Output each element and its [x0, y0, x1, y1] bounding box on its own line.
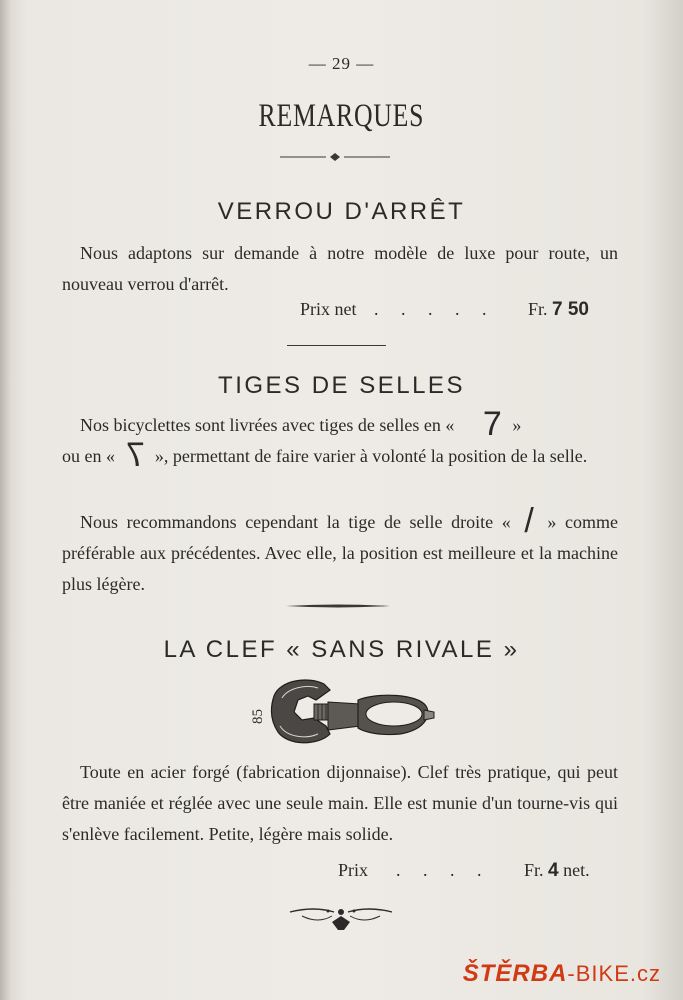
- paragraph-verrou: Nous adaptons sur demande à notre modèle de luxe pour route, un nouveau verrou d'arrêt.: [62, 243, 618, 294]
- small-ornament-divider: [280, 150, 390, 164]
- page-number: — 29 —: [308, 54, 375, 73]
- paragraph-tiges-2: [62, 502, 619, 600]
- tiges-text-1: Nos bicyclettes sont livrées avec tiges de selles en «: [80, 415, 455, 435]
- price-currency: Fr.: [528, 299, 548, 319]
- tiges-text-3: ou en «: [62, 446, 115, 466]
- price-label: Prix net: [300, 299, 357, 319]
- page-spine-shadow: [0, 0, 10, 1000]
- section-divider: [287, 345, 386, 346]
- price-label: Prix: [338, 860, 369, 880]
- watermark-suffix: -BIKE.cz: [567, 961, 661, 986]
- price-value: 7 50: [552, 299, 589, 320]
- section-heading-tiges: TIGES DE SELLES: [218, 372, 465, 399]
- page-title: REMARQUES: [258, 98, 425, 134]
- price-value: 4: [548, 860, 559, 881]
- tiges-text-6: » comme préférable aux précédentes. Avec elle, la position est meilleure et la machine plus légère.: [62, 512, 619, 594]
- section-heading-clef: LA CLEF « SANS RIVALE »: [163, 636, 520, 663]
- price-suffix: net.: [563, 860, 590, 880]
- section-divider-tapered: [286, 603, 390, 609]
- wrench-illustration-icon: [268, 674, 436, 752]
- price-dots: . . . .: [396, 860, 491, 880]
- seat-post-seven-symbol: 7: [482, 405, 502, 443]
- price-dots: . . . . .: [374, 299, 496, 319]
- tiges-text-2: »: [512, 415, 522, 435]
- paragraph-clef: Toute en acier forgé (fabrication dijonnaise). Clef très pratique, qui peut être maniée et réglée avec une seule main. Elle est munie d'un tourne-vis qui s'enlève facilement. Petite, légère mais solide.: [62, 762, 618, 844]
- price-row-verrou: [62, 299, 618, 329]
- seat-post-reverse-seven-symbol: 7: [125, 436, 145, 474]
- seat-post-straight-symbol: /: [524, 502, 534, 540]
- figure-number: 85: [250, 709, 266, 724]
- tiges-text-5: Nous recommandons cependant la tige de selle droite «: [80, 512, 511, 532]
- tiges-text-4-line: [155, 446, 587, 466]
- price-amount: [528, 299, 589, 321]
- price-row-clef: [62, 860, 618, 890]
- fleuron-ornament-icon: [288, 904, 394, 932]
- paragraph-tiges-1: [62, 405, 618, 474]
- price-currency: Fr.: [524, 860, 544, 880]
- site-watermark: [463, 960, 661, 988]
- watermark-brand: ŠTĚRBA: [462, 960, 568, 987]
- price-amount: [524, 860, 590, 882]
- tiges-text-4: », permettant de faire varier à volonté la position de la selle.: [154, 446, 588, 466]
- section-heading-verrou: VERROU D'ARRÊT: [217, 198, 466, 225]
